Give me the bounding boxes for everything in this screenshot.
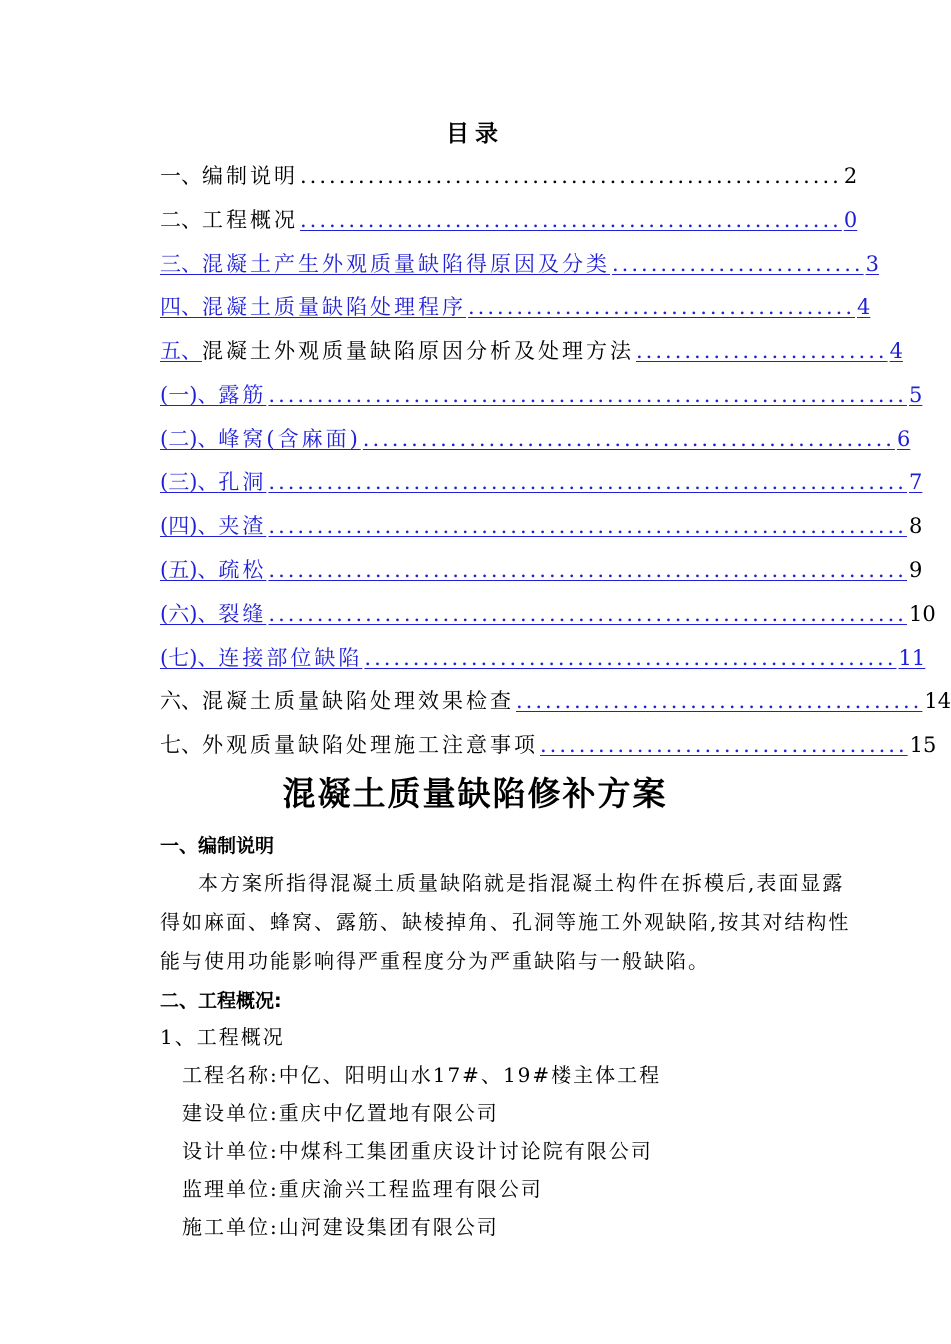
toc-item-page: 11 — [898, 646, 926, 670]
toc-item-number: (七)、 — [160, 646, 219, 670]
toc-item-leader: .................................................................. — [268, 514, 907, 538]
toc-item[interactable] — [160, 160, 858, 190]
toc-item-leader: .......................... — [612, 252, 864, 276]
toc-item-leader: ........................................ — [468, 295, 856, 319]
toc-item-text: 峰窝(含麻面) — [218, 427, 361, 451]
toc-item-text: 编制说明 — [202, 164, 298, 188]
toc-item-link[interactable] — [160, 466, 923, 496]
toc-item-page: 5 — [908, 383, 923, 407]
project-info-line: 工程名称:中亿、阳明山水17#、19#楼主体工程 — [182, 1063, 662, 1087]
toc-item-leader: ........................................................ — [300, 208, 842, 232]
section-heading: 二、工程概况: — [160, 990, 282, 1012]
toc-item-leader: ....................................................... — [362, 427, 895, 451]
toc-item-page: 0 — [843, 208, 858, 232]
toc-item-page: 14 — [924, 689, 951, 713]
toc-item-number: 三、 — [160, 252, 202, 276]
toc-item[interactable] — [160, 729, 937, 759]
toc-item-text: 夹渣 — [218, 514, 267, 538]
project-info-line: 设计单位:中煤科工集团重庆设计讨论院有限公司 — [182, 1139, 653, 1163]
subsection-heading: 1、工程概况 — [160, 1025, 285, 1049]
toc-item-number: 二、 — [160, 208, 202, 232]
toc-item-text: 外观质量缺陷处理施工注意事项 — [202, 733, 538, 757]
toc-item-link[interactable] — [160, 291, 871, 321]
toc-item-number: (五)、 — [160, 558, 219, 582]
toc-item-link[interactable] — [160, 248, 879, 278]
toc-item-page: 10 — [908, 602, 936, 626]
toc-item-number: (三)、 — [160, 470, 219, 494]
toc-item-text: 混凝土质量缺陷处理程序 — [202, 295, 466, 319]
toc-item-text: 混凝土质量缺陷处理效果检查 — [202, 689, 514, 713]
toc-item-number: (一)、 — [160, 383, 219, 407]
section-heading: 一、编制说明 — [160, 835, 275, 857]
toc-item-number: (二)、 — [160, 427, 219, 451]
toc-item-page: 4 — [889, 339, 903, 363]
project-info-line: 建设单位:重庆中亿置地有限公司 — [182, 1101, 499, 1125]
toc-item-number: 一、 — [160, 164, 202, 188]
toc-item-number: (四)、 — [160, 514, 219, 538]
document-title: 混凝土质量缺陷修补方案 — [282, 774, 668, 813]
toc-item-number: 六、 — [160, 689, 202, 713]
toc-item-number: 七、 — [160, 733, 202, 757]
toc-item-page: 3 — [865, 252, 879, 276]
toc-item-text: 混凝土产生外观质量缺陷得原因及分类 — [202, 252, 610, 276]
toc-item-number: 五、 — [160, 339, 202, 363]
toc-item-text: 疏松 — [218, 558, 267, 582]
toc-item-leader: .................................................................. — [268, 383, 907, 407]
toc-item[interactable] — [160, 554, 923, 584]
toc-item-leader: .......................................... — [516, 689, 923, 713]
toc-item[interactable] — [160, 510, 923, 540]
toc-item-leader: ...................................... — [540, 733, 908, 757]
toc-item-leader: .................................................................. — [268, 602, 907, 626]
toc-item[interactable] — [160, 685, 951, 715]
toc-item-leader: .......................... — [636, 339, 888, 363]
toc-item[interactable] — [160, 598, 936, 628]
toc-item-text: 裂缝 — [218, 602, 267, 626]
toc-item-number: 四、 — [160, 295, 202, 319]
toc-item-text: 连接部位缺陷 — [218, 646, 363, 670]
toc-item-page: 4 — [857, 295, 871, 319]
toc-item[interactable] — [160, 204, 858, 234]
project-info-line: 施工单位:山河建设集团有限公司 — [182, 1215, 499, 1239]
toc-item-leader: .................................................................. — [268, 470, 907, 494]
toc-item-number: (六)、 — [160, 602, 219, 626]
toc-item-page: 8 — [908, 514, 923, 538]
toc-item-text: 工程概况 — [202, 208, 298, 232]
toc-item-leader: ........................................................ — [300, 164, 842, 188]
toc-item-text: 孔洞 — [218, 470, 267, 494]
toc-item-leader: ....................................................... — [364, 646, 897, 670]
project-info-line: 监理单位:重庆渝兴工程监理有限公司 — [182, 1177, 543, 1201]
toc-item-page: 2 — [843, 164, 858, 188]
toc-item-leader: .................................................................. — [268, 558, 907, 582]
toc-item-page: 6 — [896, 427, 911, 451]
section-paragraph: 本方案所指得混凝土质量缺陷就是指混凝土构件在拆模后,表面显露得如麻面、蜂窝、露筋、缺棱掉角、孔洞等施工外观缺陷,按其对结构性能与使用功能影响得严重程度分为严重缺陷与一般缺陷。 — [160, 871, 851, 973]
toc-item-link[interactable] — [160, 379, 923, 409]
toc-item-link[interactable] — [160, 423, 911, 453]
toc-item-page: 9 — [908, 558, 923, 582]
toc-item-link[interactable] — [160, 642, 926, 672]
toc-title-text: 目录 — [446, 121, 504, 147]
toc-item[interactable] — [160, 335, 903, 365]
toc-item-page: 7 — [908, 470, 923, 494]
toc-item-page: 15 — [909, 733, 937, 757]
toc-title — [0, 115, 950, 148]
toc-item-text: 露筋 — [218, 383, 267, 407]
toc-item-text: 混凝土外观质量缺陷原因分析及处理方法 — [202, 339, 634, 363]
